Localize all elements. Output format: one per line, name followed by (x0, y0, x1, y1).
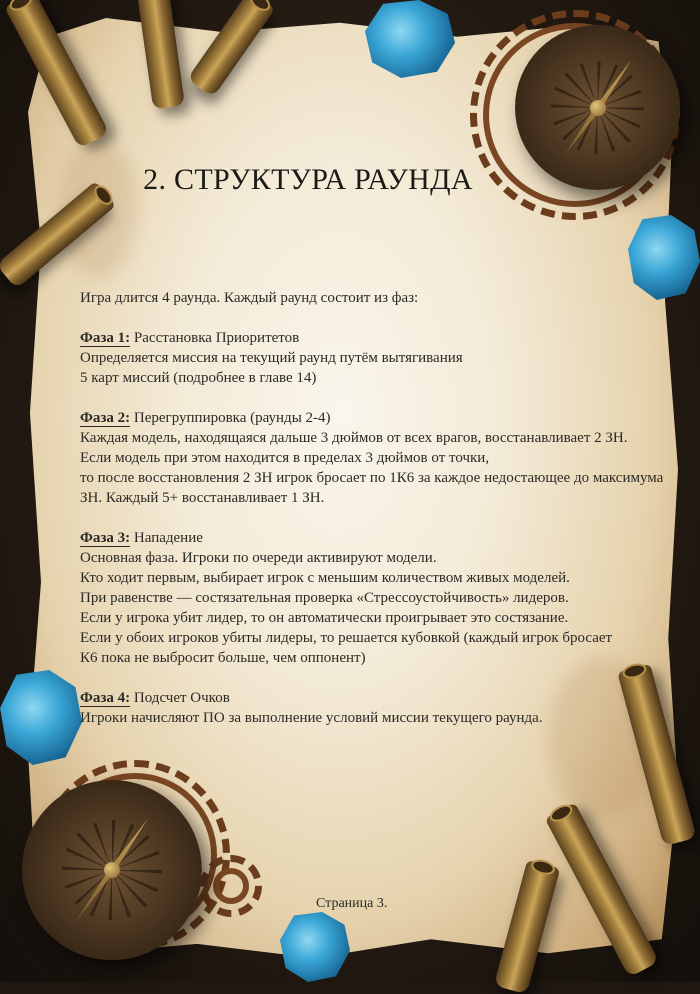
phase-line: Если модель при этом находится в пределах 3 дюймов от точки, (80, 450, 490, 466)
phase-name: Расстановка Приоритетов (133, 330, 300, 346)
page-content (80, 288, 680, 728)
phase-line: Каждая модель, находящаяся дальше 3 дюймов от всех врагов, восстанавливает 2 ЗН. (80, 430, 628, 446)
phase-line: 5 карт миссий (подробнее в главе 14) (80, 370, 317, 386)
page-title: 2. СТРУКТУРА РАУНДА (143, 163, 473, 196)
compass-hub (104, 862, 120, 878)
phase-line: Игроки начисляют ПО за выполнение условий миссии текущего раунда. (80, 710, 543, 726)
phase-label: Фаза 2: (80, 410, 131, 426)
phase-4-heading (80, 688, 680, 708)
phase-line: Если у игрока убит лидер, то он автоматически проигрывает это состязание. (80, 610, 569, 626)
page-number: Страница 3. (316, 896, 388, 911)
phase-line: Кто ходит первым, выбирает игрок с меньшим количеством живых моделей. (80, 570, 570, 586)
phase-name: Перегруппировка (раунды 2-4) (133, 410, 331, 426)
phase-name: Нападение (133, 530, 203, 546)
phase-label: Фаза 4: (80, 690, 131, 706)
phase-2-heading (80, 408, 680, 428)
phase-line: При равенстве — состязательная проверка «Стрессоустойчивость» лидеров. (80, 590, 569, 606)
compass-hub (590, 100, 606, 116)
phase-label: Фаза 3: (80, 530, 131, 546)
phase-name: Подсчет Очков (133, 690, 230, 706)
phase-3-heading (80, 528, 680, 548)
phase-line: Основная фаза. Игроки по очереди активируют модели. (80, 550, 437, 566)
phase-1-heading (80, 328, 680, 348)
phase-line: ЗН. Каждый 5+ восстанавливает 1 ЗН. (80, 490, 325, 506)
compass-icon (22, 780, 202, 960)
phase-line: Если у обоих игроков убиты лидеры, то решается кубовкой (каждый игрок бросает (80, 630, 613, 646)
phase-label: Фаза 1: (80, 330, 131, 346)
phase-line: Определяется миссия на текущий раунд путём вытягивания (80, 350, 463, 366)
gear-icon (200, 855, 262, 917)
phase-line: К6 пока не выбросит больше, чем оппонент) (80, 650, 366, 666)
intro-text: Игра длится 4 раунда. Каждый раунд состоит из фаз: (80, 290, 419, 306)
phase-line: то после восстановления 2 ЗН игрок бросает по 1К6 за каждое недостающее до максимума (80, 470, 664, 486)
